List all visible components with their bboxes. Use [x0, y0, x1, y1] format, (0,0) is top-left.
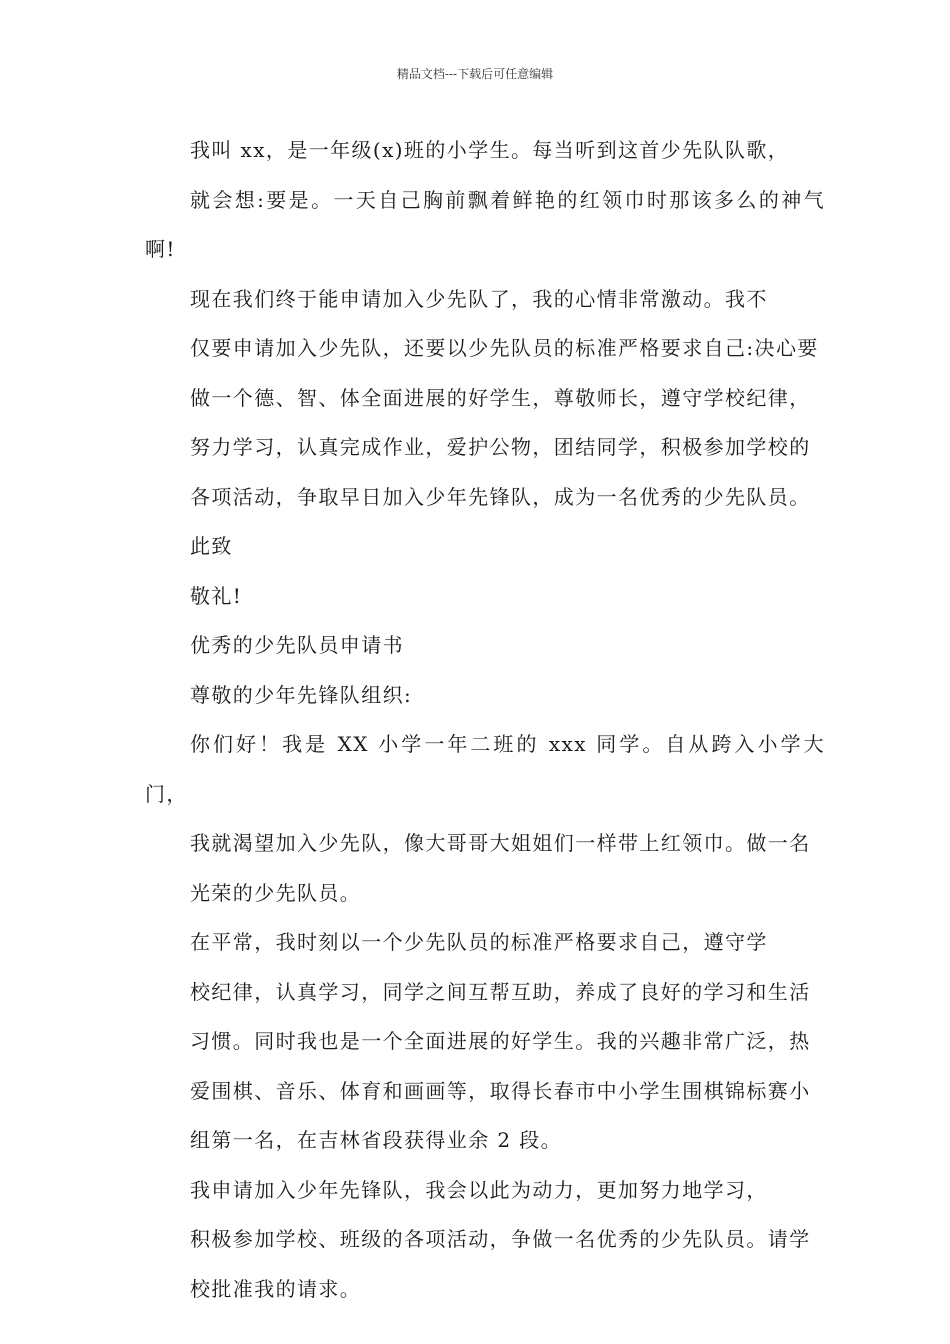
- paragraph-3: [145, 720, 825, 918]
- paragraph-4: [145, 918, 825, 1166]
- text-line: 你们好！我是 XX 小学一年二班的 xxx 同学。自从跨入小学大门，: [145, 732, 825, 806]
- closing-salutation: [145, 522, 825, 572]
- text-line: 此致: [190, 534, 233, 558]
- text-line: 努力学习，认真完成作业，爱护公物，团结同学，积极参加学校的: [190, 435, 811, 459]
- text-line: 在平常，我时刻以一个少先队员的标准严格要求自己，遵守学: [190, 930, 768, 954]
- text-line: 组第一名，在吉林省段获得业余 2 段。: [190, 1128, 563, 1152]
- text-line: 我叫 xx，是一年级(x)班的小学生。每当听到这首少先队队歌，: [190, 138, 790, 162]
- text-line: 光荣的少先队员。: [190, 880, 362, 905]
- text-line: 我就渴望加入少先队，像大哥哥大姐姐们一样带上红领巾。做一名: [190, 831, 811, 855]
- text-line: 校纪律，认真学习，同学之间互帮互助，养成了良好的学习和生活: [190, 979, 811, 1004]
- text-line: 现在我们终于能申请加入少先队了，我的心情非常激动。我不: [190, 286, 768, 311]
- text-line: 习惯。同时我也是一个全面进展的好学生。我的兴趣非常广泛，热: [190, 1029, 811, 1053]
- document-body: [145, 126, 825, 1314]
- paragraph-1: [145, 126, 825, 275]
- closing-regards: [145, 572, 825, 622]
- text-line: 优秀的少先队员申请书: [190, 633, 404, 657]
- text-line: 爱围棋、音乐、体育和画画等，取得长春市中小学生围棋锦标赛小: [190, 1078, 811, 1103]
- paragraph-5: [145, 1166, 825, 1315]
- text-line: 我申请加入少年先锋队，我会以此为动力，更加努力地学习，: [190, 1177, 768, 1202]
- text-line: 积极参加学校、班级的各项活动，争做一名优秀的少先队员。请学: [190, 1227, 811, 1251]
- text-line: 校批准我的请求。: [190, 1276, 362, 1301]
- paragraph-2: [145, 275, 825, 523]
- text-line: 仅要申请加入少先队，还要以少先队员的标准严格要求自己:决心要: [190, 336, 819, 360]
- section-title: [145, 621, 825, 671]
- text-line: 各项活动，争取早日加入少年先锋队，成为一名优秀的少先队员。: [190, 484, 811, 509]
- greeting: [145, 671, 825, 721]
- text-line: 就会想:要是。一天自己胸前飘着鲜艳的红领巾时那该多么的神气啊!: [145, 187, 825, 261]
- page-header: 精品文档---下载后可任意编辑: [396, 67, 554, 81]
- text-line: 做一个德、智、体全面进展的好学生，尊敬师长，遵守学校纪律，: [190, 385, 811, 410]
- text-line: 尊敬的少年先锋队组织:: [190, 682, 413, 707]
- text-line: 敬礼!: [190, 583, 243, 608]
